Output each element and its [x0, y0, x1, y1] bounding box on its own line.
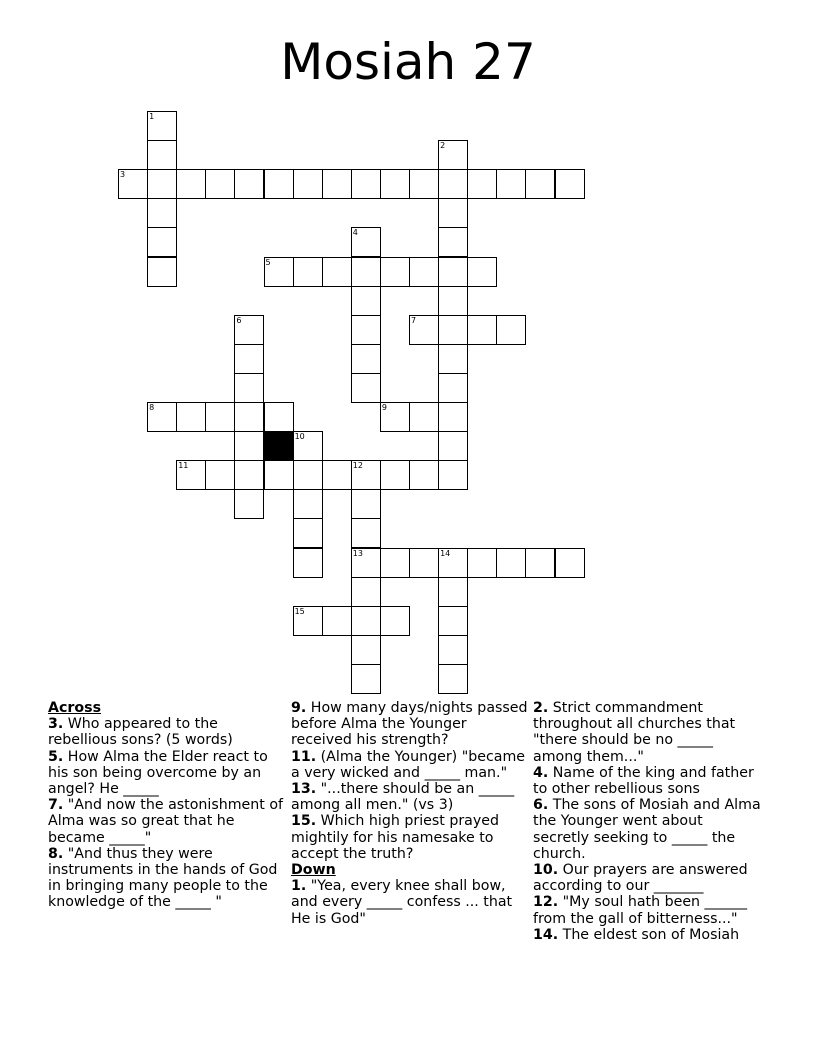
grid-cell[interactable]	[467, 315, 497, 345]
clue-item	[291, 781, 529, 813]
clue-text: Name of the king and father to other rebellious sons	[533, 764, 754, 798]
grid-cell[interactable]	[438, 140, 468, 170]
cell-number: 4	[352, 228, 358, 238]
grid-cell[interactable]	[351, 373, 381, 403]
cell-number: 11	[178, 461, 189, 471]
clue-text: Which high priest prayed mightily for his namesake to accept the truth?	[291, 813, 499, 862]
grid-cell[interactable]	[380, 606, 410, 636]
grid-cell[interactable]	[380, 548, 410, 578]
clue-text: The eldest son of Mosiah	[558, 926, 740, 943]
clues-column-2	[291, 700, 529, 927]
clue-item	[533, 927, 763, 943]
grid-cell[interactable]	[380, 402, 410, 432]
grid-cell[interactable]	[293, 489, 323, 519]
clue-text: The sons of Mosiah and Alma the Younger went about secretly seeking to _____ the church.	[533, 797, 761, 862]
clue-text: Strict commandment throughout all churches that "there should be no _____ among them..."	[533, 700, 736, 765]
grid-cell[interactable]	[409, 460, 439, 490]
grid-cell[interactable]	[438, 460, 468, 490]
clue-item	[291, 813, 529, 862]
grid-cell[interactable]	[467, 548, 497, 578]
clue-text: (Alma the Younger) "became a very wicked and _____ man."	[291, 748, 526, 781]
grid-cell[interactable]	[525, 169, 555, 199]
grid-cell[interactable]	[438, 286, 468, 316]
clue-item	[533, 894, 763, 926]
clue-text: "...there should be an _____ among all men." (vs 3)	[291, 781, 515, 814]
clue-number: 5.	[48, 748, 64, 765]
grid-cell[interactable]	[176, 402, 206, 432]
cell-number: 10	[294, 432, 305, 442]
grid-cell[interactable]	[118, 169, 148, 199]
grid-cell[interactable]	[234, 489, 264, 519]
cell-number: 8	[149, 403, 155, 412]
grid-cell[interactable]	[438, 431, 468, 461]
grid-cell[interactable]	[293, 460, 323, 490]
grid-cell[interactable]	[293, 169, 323, 199]
clue-text: "And now the astonishment of Alma was so great that he became _____"	[48, 797, 284, 846]
grid-cell[interactable]	[147, 257, 177, 287]
cell-number: 2	[440, 141, 446, 151]
down-heading: Down	[291, 862, 336, 879]
clue-item	[48, 749, 284, 798]
grid-cell[interactable]	[438, 373, 468, 403]
grid-cell[interactable]	[147, 198, 177, 228]
clue-item	[533, 862, 763, 894]
grid-cell[interactable]	[351, 227, 381, 257]
grid-cell[interactable]	[293, 431, 323, 461]
grid-cell[interactable]	[351, 518, 381, 548]
clue-text: How Alma the Elder react to his son being overcome by an angel? He _____	[48, 748, 268, 798]
grid-cell[interactable]	[351, 548, 381, 578]
grid-cell[interactable]	[351, 344, 381, 374]
grid-cell[interactable]	[176, 460, 206, 490]
grid-cell[interactable]	[351, 286, 381, 316]
grid-cell[interactable]	[438, 227, 468, 257]
grid-cell[interactable]	[322, 460, 352, 490]
grid-cell[interactable]	[496, 315, 526, 345]
grid-cell[interactable]	[438, 198, 468, 228]
grid-cell[interactable]	[147, 140, 177, 170]
grid-cell[interactable]	[380, 460, 410, 490]
grid-cell[interactable]	[205, 460, 235, 490]
cell-number: 1	[149, 112, 155, 121]
grid-cell[interactable]	[409, 169, 439, 199]
grid-cell[interactable]	[264, 257, 294, 287]
across-heading: Across	[48, 700, 102, 716]
grid-cell[interactable]	[264, 402, 294, 432]
grid-cell[interactable]	[409, 257, 439, 287]
grid-cell[interactable]	[438, 577, 468, 607]
grid-cell[interactable]	[409, 315, 439, 345]
cell-number: 3	[120, 170, 126, 180]
grid-cell[interactable]	[147, 227, 177, 257]
grid-cell[interactable]	[525, 548, 555, 578]
grid-cell[interactable]	[322, 606, 352, 636]
clue-text: Who appeared to the rebellious sons? (5 words)	[48, 716, 233, 749]
clue-item	[533, 765, 763, 797]
cell-number: 9	[381, 403, 387, 412]
grid-cell[interactable]	[351, 606, 381, 636]
clue-number: 8.	[48, 845, 64, 862]
clue-number: 3.	[48, 716, 64, 733]
grid-cell[interactable]	[176, 169, 206, 199]
grid-cell[interactable]	[234, 402, 264, 432]
clue-number: 11.	[291, 748, 317, 765]
grid-cell[interactable]	[555, 548, 585, 578]
grid-cell[interactable]	[380, 257, 410, 287]
clue-number: 6.	[533, 797, 549, 814]
grid-cell[interactable]	[234, 344, 264, 374]
grid-cell[interactable]	[496, 169, 526, 199]
clue-number: 4.	[533, 764, 549, 781]
grid-cell[interactable]	[409, 402, 439, 432]
grid-cell[interactable]	[293, 548, 323, 578]
grid-black-cell	[264, 431, 294, 461]
grid-cell[interactable]	[467, 169, 497, 199]
grid-cell[interactable]	[351, 460, 381, 490]
grid-cell[interactable]	[555, 169, 585, 199]
cell-number: 14	[440, 548, 451, 558]
grid-cell[interactable]	[351, 664, 381, 694]
clue-item	[291, 878, 529, 927]
grid-cell[interactable]	[293, 518, 323, 548]
clue-text: "And thus they were instruments in the hands of God in bringing many people to the knowledge of the _____ "	[48, 845, 278, 911]
grid-cell[interactable]	[351, 169, 381, 199]
grid-cell[interactable]	[467, 257, 497, 287]
clue-number: 9.	[291, 700, 307, 716]
clues-column-3	[533, 700, 763, 943]
grid-cell[interactable]	[438, 257, 468, 287]
grid-cell[interactable]	[234, 169, 264, 199]
cell-number: 12	[352, 461, 363, 471]
cell-number: 13	[352, 548, 363, 558]
clue-item	[291, 700, 529, 749]
grid-cell[interactable]	[409, 548, 439, 578]
clue-item	[533, 797, 763, 862]
grid-cell[interactable]	[351, 257, 381, 287]
grid-cell[interactable]	[234, 373, 264, 403]
grid-cell[interactable]	[322, 257, 352, 287]
grid-cell[interactable]	[438, 635, 468, 665]
clue-item	[291, 749, 529, 781]
grid-cell[interactable]	[351, 489, 381, 519]
cell-number: 7	[411, 315, 417, 325]
clue-item	[48, 797, 284, 846]
grid-cell[interactable]	[234, 460, 264, 490]
grid-cell[interactable]	[147, 402, 177, 432]
grid-cell[interactable]	[147, 111, 177, 141]
grid-cell[interactable]	[351, 577, 381, 607]
clues-column-1	[48, 700, 284, 911]
clue-text: How many days/nights passed before Alma the Younger received his strength?	[291, 700, 528, 749]
grid-cell[interactable]	[438, 664, 468, 694]
grid-cell[interactable]	[496, 548, 526, 578]
grid-cell[interactable]	[438, 344, 468, 374]
clue-item	[48, 846, 284, 911]
grid-cell[interactable]	[438, 315, 468, 345]
clue-item	[48, 716, 284, 748]
puzzle-title: Mosiah 27	[280, 33, 536, 91]
grid-cell[interactable]	[322, 169, 352, 199]
grid-cell[interactable]	[234, 315, 264, 345]
grid-cell[interactable]	[438, 606, 468, 636]
clue-number: 14.	[533, 926, 559, 943]
grid-cell[interactable]	[438, 169, 468, 199]
cell-number: 15	[294, 606, 305, 616]
clue-item	[533, 700, 763, 765]
grid-cell[interactable]	[264, 460, 294, 490]
clue-number: 7.	[48, 797, 64, 814]
grid-cell[interactable]	[438, 402, 468, 432]
grid-cell[interactable]	[351, 315, 381, 345]
clue-text: "Yea, every knee shall bow, and every _____ confess ... that He is God"	[291, 878, 513, 927]
grid-cell[interactable]	[438, 548, 468, 578]
clue-number: 1.	[291, 878, 307, 895]
grid-cell[interactable]	[293, 606, 323, 636]
clue-number: 12.	[533, 894, 559, 911]
cell-number: 5	[265, 257, 271, 267]
clue-text: "My soul hath been ______ from the gall of bitterness..."	[533, 894, 748, 927]
grid-cell[interactable]	[205, 169, 235, 199]
clue-text: Our prayers are answered according to our _______	[533, 862, 748, 895]
cell-number: 6	[236, 315, 242, 325]
grid-cell[interactable]	[293, 257, 323, 287]
grid-cell[interactable]	[351, 635, 381, 665]
clue-number: 13.	[291, 781, 317, 798]
grid-cell[interactable]	[380, 169, 410, 199]
clue-number: 10.	[533, 862, 559, 879]
clue-number: 15.	[291, 813, 317, 830]
grid-cell[interactable]	[264, 169, 294, 199]
grid-cell[interactable]	[234, 431, 264, 461]
grid-cell[interactable]	[205, 402, 235, 432]
grid-cell[interactable]	[147, 169, 177, 199]
clue-number: 2.	[533, 700, 549, 716]
